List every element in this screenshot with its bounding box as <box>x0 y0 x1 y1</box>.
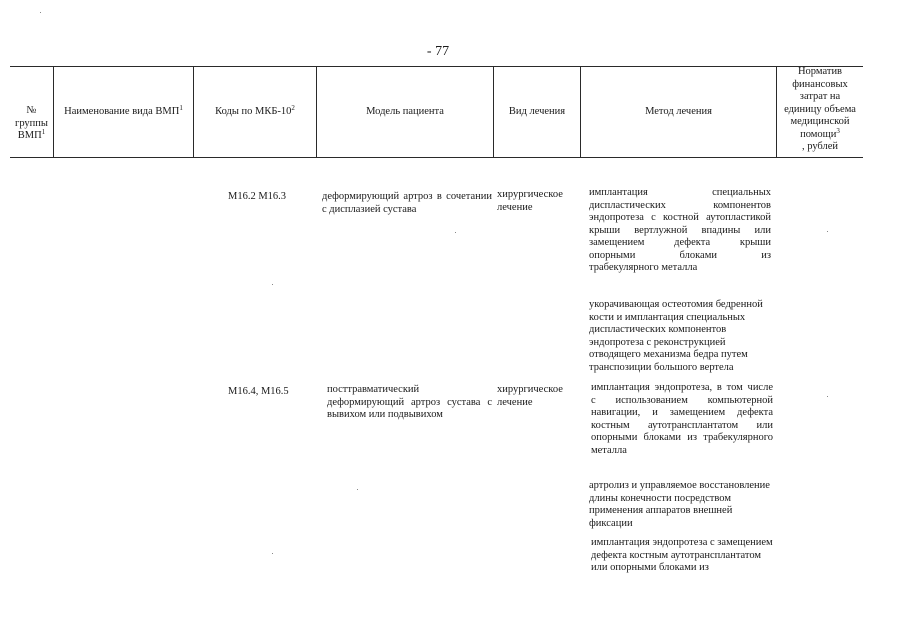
scan-speck <box>827 231 828 232</box>
icd-codes: M16.4, M16.5 <box>228 386 289 397</box>
treatment-method: имплантация эндопротеза, в том числе с использованием компьютерной навигации, и замещением дефекта костным аутотрансплантатом или опорными блоками из трабекулярного металла <box>591 382 773 456</box>
header-treatment-type: Вид лечения <box>508 105 566 117</box>
scan-speck <box>272 284 273 285</box>
treatment-method-alt: артролиз и управляемое восстановление длины конечности посредством применения аппаратов внешней фиксации <box>589 480 770 529</box>
scan-speck <box>827 396 828 397</box>
scan-speck <box>40 12 41 13</box>
scan-speck <box>455 232 456 233</box>
treatment-type: хирургическое лечение <box>497 384 563 408</box>
treatment-method-alt: укорачивающая остеотомия бедренной кости и имплантация специальных диспластических компонентов эндопротеза с реконструкцией отводящего механизма бедра путем транспозиции большого вертела <box>589 299 763 373</box>
header-group-number: № группы ВМП$^1$ <box>15 105 48 142</box>
treatment-type: хирургическое лечение <box>497 189 563 213</box>
patient-model: деформирующий артроз в сочетании с дисплазией сустава <box>322 191 492 215</box>
header-financial-norm: Норматив финансовых затрат на единицу объема медицинской помощи$^3$ , рублей <box>784 66 856 152</box>
scan-speck <box>272 553 273 554</box>
treatment-method-alt: имплантация эндопротеза с замещением дефекта костным аутотрансплантатом или опорными блоками из <box>591 537 773 573</box>
patient-model: посттравматический деформирующий артроз сустава с вывихом или подвывихом <box>327 384 492 420</box>
header-patient-model: Модель пациента <box>366 105 444 117</box>
page-number: - 77 <box>426 44 450 59</box>
header-treatment-method: Метод лечения <box>645 105 712 117</box>
treatment-method: имплантация специальных диспластических компонентов эндопротеза с костной аутопластикой крыши вертлужной впадины или замещением дефекта крыши опорными блоками из трабекулярного металла <box>589 187 771 273</box>
scan-speck <box>357 489 358 490</box>
table-header <box>10 66 863 158</box>
header-icd-codes: Коды по МКБ-$10^2$ <box>215 103 295 117</box>
icd-codes: M16.2 M16.3 <box>228 191 287 202</box>
header-vmp-name: Наименование вида ВМП$^1$ <box>64 103 183 117</box>
